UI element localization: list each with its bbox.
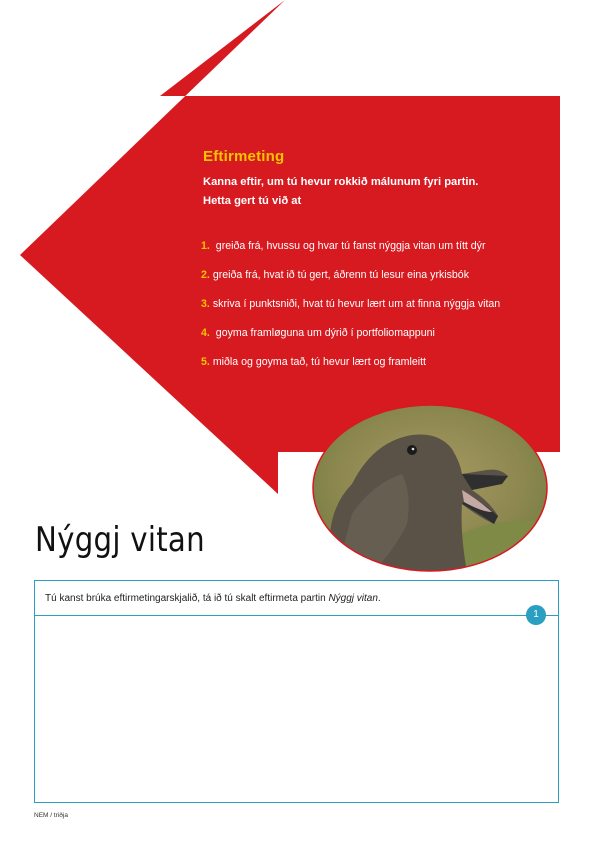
list-item bbox=[201, 240, 551, 269]
worksheet-frame bbox=[34, 580, 559, 803]
step-number: 1. bbox=[201, 240, 210, 252]
step-number: 2. bbox=[201, 269, 210, 281]
evaluation-steps bbox=[201, 240, 551, 385]
step-number: 4. bbox=[201, 327, 210, 339]
list-item bbox=[201, 269, 551, 298]
step-text: greiða frá, hvussu og hvar tú fanst nýggja vitan um títt dýr bbox=[215, 240, 486, 252]
instruction-suffix: . bbox=[377, 593, 381, 604]
page-number-badge: 1 bbox=[526, 605, 546, 625]
step-text: greiða frá, hvat ið tú gert, áðrenn tú lesur eina yrkisbók bbox=[212, 269, 469, 281]
evaluation-heading: Eftirmeting bbox=[203, 148, 285, 165]
divider bbox=[35, 615, 558, 616]
instruction-italic: Nýggj vitan bbox=[328, 593, 378, 604]
step-text: skriva í punktsniði, hvat tú hevur lært um at finna nýggja vitan bbox=[212, 298, 501, 310]
footer-label: NEM / triðja bbox=[34, 812, 68, 819]
intro-line-2: Hetta gert tú við at bbox=[203, 195, 302, 207]
page-title: Nýggj vitan bbox=[35, 520, 205, 560]
intro-line-1: Kanna eftir, um tú hevur rokkið málunum fyri partin. bbox=[203, 176, 479, 188]
skua-bird-photo bbox=[312, 404, 548, 572]
step-text: goyma framløguna um dýrið í portfoliomappuni bbox=[215, 327, 435, 339]
step-text: miðla og goyma tað, tú hevur lært og framleitt bbox=[212, 356, 426, 368]
list-item bbox=[201, 298, 551, 327]
worksheet-instruction bbox=[45, 593, 381, 604]
evaluation-intro bbox=[203, 173, 543, 211]
step-number: 3. bbox=[201, 298, 210, 310]
step-number: 5. bbox=[201, 356, 210, 368]
list-item bbox=[201, 327, 551, 356]
instruction-prefix: Tú kanst brúka eftirmetingarskjalið, tá ið tú skalt eftirmeta partin bbox=[45, 593, 329, 604]
list-item bbox=[201, 356, 551, 385]
